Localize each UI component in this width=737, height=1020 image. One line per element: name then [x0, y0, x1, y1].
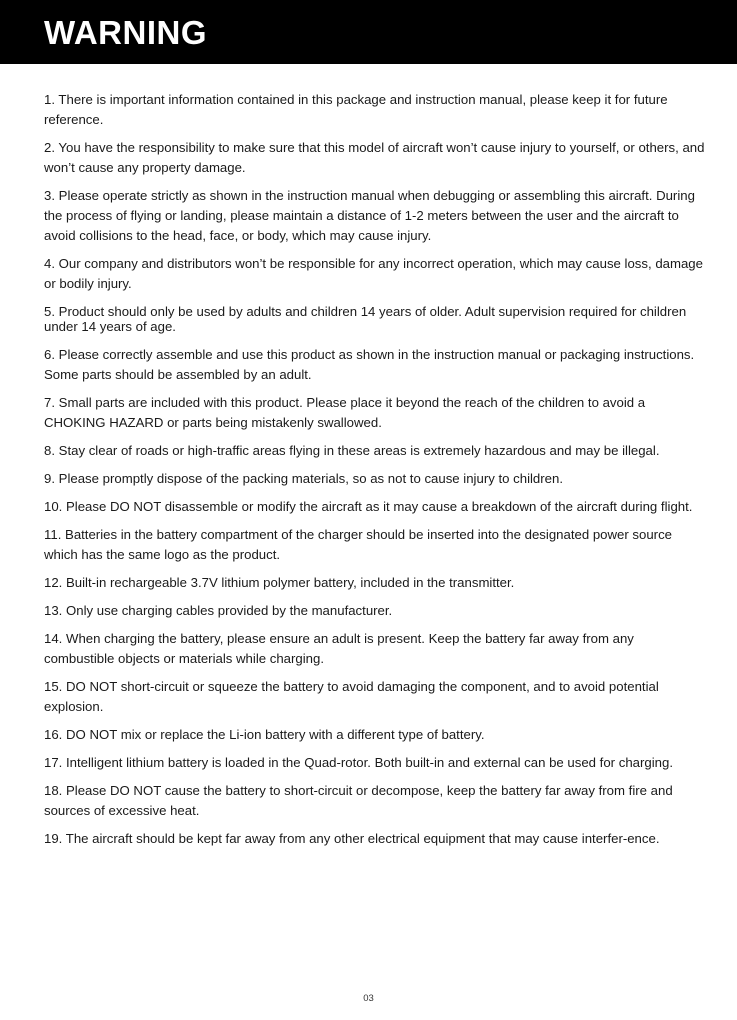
page-number: 03: [363, 993, 374, 1004]
warning-item-15: 15. DO NOT short-circuit or squeeze the battery to avoid damaging the component, and to avoid potential explosion.: [44, 679, 659, 714]
warning-item-18: 18. Please DO NOT cause the battery to short-circuit or decompose, keep the battery far away from fire and sources of excessive heat.: [44, 783, 673, 818]
warning-item-10: 10. Please DO NOT disassemble or modify the aircraft as it may cause a breakdown of the aircraft during flight.: [44, 499, 693, 514]
warning-item-14: 14. When charging the battery, please ensure an adult is present. Keep the battery far away from any combustible objects or materials while charging.: [44, 631, 634, 666]
warning-item-19: 19. The aircraft should be kept far away from any other electrical equipment that may cause interfer-ence.: [44, 831, 660, 846]
warning-item-9: 9. Please promptly dispose of the packing materials, so as not to cause injury to children.: [44, 471, 563, 486]
warning-item-12: 12. Built-in rechargeable 3.7V lithium polymer battery, included in the transmitter.: [44, 575, 515, 590]
warning-item-11: 11. Batteries in the battery compartment of the charger should be inserted into the designated power source which has the same logo as the product.: [44, 527, 672, 562]
warning-item-13: 13. Only use charging cables provided by the manufacturer.: [44, 603, 393, 618]
warning-list: [44, 90, 706, 857]
warning-item-3: 3. Please operate strictly as shown in the instruction manual when debugging or assembling this aircraft. During the process of flying or landing, please maintain a distance of 1-2 meters between the user and the aircraft to avoid collisions to the head, face, or body, which may cause injury.: [44, 188, 695, 243]
warning-item-8: 8. Stay clear of roads or high-traffic areas flying in these areas is extremely hazardous and may be illegal.: [44, 443, 660, 458]
warning-item-4: 4. Our company and distributors won’t be responsible for any incorrect operation, which may cause loss, damage or bodily injury.: [44, 256, 703, 291]
page-title: WARNING: [44, 14, 207, 51]
warning-item-7: 7. Small parts are included with this product. Please place it beyond the reach of the children to avoid a CHOKING HAZARD or parts being mistakenly swallowed.: [44, 395, 646, 430]
warning-item-5: 5. Product should only be used by adults and children 14 years of older. Adult supervision required for children under 14 years of age.: [44, 304, 687, 334]
header-bar: [0, 0, 737, 64]
warning-item-2: 2. You have the responsibility to make sure that this model of aircraft won’t cause injury to yourself, or others, and won’t cause any property damage.: [44, 140, 705, 175]
warning-item-6: 6. Please correctly assemble and use this product as shown in the instruction manual or packaging instructions. Some parts should be assembled by an adult.: [44, 347, 695, 382]
warning-item-1: 1. There is important information contained in this package and instruction manual, please keep it for future reference.: [44, 92, 668, 127]
warning-item-17: 17. Intelligent lithium battery is loaded in the Quad-rotor. Both built-in and external can be used for charging.: [44, 755, 673, 770]
warning-item-16: 16. DO NOT mix or replace the Li-ion battery with a different type of battery.: [44, 727, 485, 742]
